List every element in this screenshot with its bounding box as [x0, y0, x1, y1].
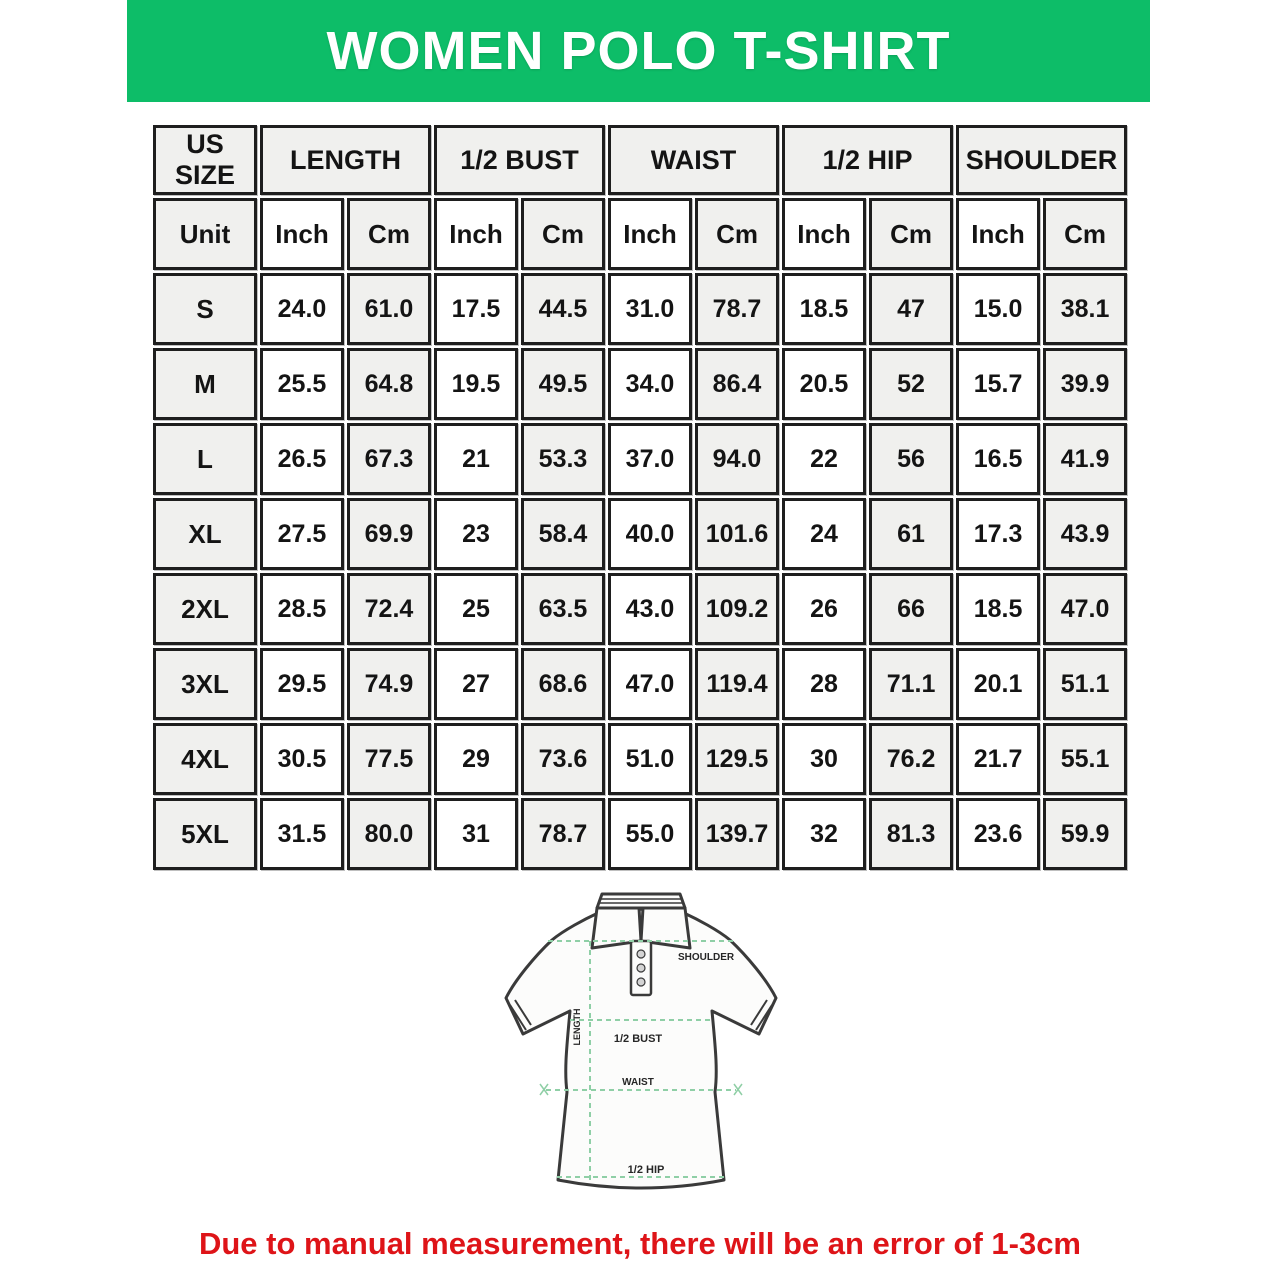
inch-value-cell: 51.0: [608, 723, 692, 795]
button-icon: [637, 978, 645, 986]
cm-value-cell: 86.4: [695, 348, 779, 420]
hip-header: 1/2 HIP: [782, 125, 953, 195]
cm-value-cell: 47: [869, 273, 953, 345]
inch-value-cell: 15.0: [956, 273, 1040, 345]
inch-value-cell: 21.7: [956, 723, 1040, 795]
measurement-error-note: Due to manual measurement, there will be an error of 1-3cm: [198, 1226, 1082, 1261]
cm-value-cell: 38.1: [1043, 273, 1127, 345]
size-label-cell: 5XL: [153, 798, 257, 870]
inch-value-cell: 18.5: [956, 573, 1040, 645]
inch-value-cell: 16.5: [956, 423, 1040, 495]
button-icon: [637, 964, 645, 972]
inch-value-cell: 17.3: [956, 498, 1040, 570]
inch-value-cell: 28.5: [260, 573, 344, 645]
inch-header-cell: Inch: [608, 198, 692, 270]
table-row: [153, 498, 1127, 570]
cm-value-cell: 74.9: [347, 648, 431, 720]
cm-value-cell: 80.0: [347, 798, 431, 870]
cm-value-cell: 94.0: [695, 423, 779, 495]
cm-value-cell: 44.5: [521, 273, 605, 345]
size-label-cell: M: [153, 348, 257, 420]
inch-value-cell: 20.5: [782, 348, 866, 420]
cm-value-cell: 41.9: [1043, 423, 1127, 495]
table-row: [153, 348, 1127, 420]
cm-value-cell: 43.9: [1043, 498, 1127, 570]
table-row: [153, 573, 1127, 645]
unit-label-cell: Unit: [153, 198, 257, 270]
cm-value-cell: 55.1: [1043, 723, 1127, 795]
inch-value-cell: 43.0: [608, 573, 692, 645]
inch-header-cell: Inch: [260, 198, 344, 270]
size-chart-table: [150, 122, 1130, 873]
cm-value-cell: 139.7: [695, 798, 779, 870]
inch-value-cell: 26: [782, 573, 866, 645]
bust-header: 1/2 BUST: [434, 125, 605, 195]
cm-value-cell: 52: [869, 348, 953, 420]
inch-value-cell: 25: [434, 573, 518, 645]
inch-value-cell: 15.7: [956, 348, 1040, 420]
cm-value-cell: 59.9: [1043, 798, 1127, 870]
cm-value-cell: 71.1: [869, 648, 953, 720]
inch-value-cell: 34.0: [608, 348, 692, 420]
cm-header-cell: Cm: [695, 198, 779, 270]
cm-header-cell: Cm: [1043, 198, 1127, 270]
cm-header-cell: Cm: [347, 198, 431, 270]
cm-value-cell: 78.7: [521, 798, 605, 870]
inch-value-cell: 29: [434, 723, 518, 795]
size-label-cell: L: [153, 423, 257, 495]
cm-value-cell: 47.0: [1043, 573, 1127, 645]
cm-value-cell: 39.9: [1043, 348, 1127, 420]
inch-value-cell: 31.0: [608, 273, 692, 345]
cm-value-cell: 101.6: [695, 498, 779, 570]
inch-value-cell: 25.5: [260, 348, 344, 420]
inch-value-cell: 24.0: [260, 273, 344, 345]
length-diagram-label: LENGTH: [572, 1008, 582, 1046]
cm-value-cell: 73.6: [521, 723, 605, 795]
bust-diagram-label: 1/2 BUST: [613, 1033, 663, 1045]
size-label-cell: XL: [153, 498, 257, 570]
button-icon: [637, 950, 645, 958]
hip-diagram-label: 1/2 HIP: [627, 1164, 665, 1176]
inch-value-cell: 23.6: [956, 798, 1040, 870]
group-header-row: [153, 125, 1127, 195]
table-row: [153, 423, 1127, 495]
inch-header-cell: Inch: [782, 198, 866, 270]
inch-value-cell: 17.5: [434, 273, 518, 345]
title-banner: [127, 0, 1150, 102]
cm-value-cell: 51.1: [1043, 648, 1127, 720]
inch-header-cell: Inch: [434, 198, 518, 270]
inch-value-cell: 30: [782, 723, 866, 795]
inch-value-cell: 22: [782, 423, 866, 495]
cm-value-cell: 77.5: [347, 723, 431, 795]
inch-value-cell: 27: [434, 648, 518, 720]
cm-value-cell: 61.0: [347, 273, 431, 345]
size-label-cell: 2XL: [153, 573, 257, 645]
inch-value-cell: 37.0: [608, 423, 692, 495]
cm-value-cell: 56: [869, 423, 953, 495]
cm-value-cell: 61: [869, 498, 953, 570]
cm-header-cell: Cm: [521, 198, 605, 270]
size-label-cell: S: [153, 273, 257, 345]
cm-value-cell: 67.3: [347, 423, 431, 495]
cm-value-cell: 66: [869, 573, 953, 645]
length-header: LENGTH: [260, 125, 431, 195]
us-size-header: US SIZE: [153, 125, 257, 195]
table-row: [153, 798, 1127, 870]
cm-value-cell: 72.4: [347, 573, 431, 645]
inch-value-cell: 20.1: [956, 648, 1040, 720]
inch-value-cell: 27.5: [260, 498, 344, 570]
cm-value-cell: 69.9: [347, 498, 431, 570]
cm-value-cell: 63.5: [521, 573, 605, 645]
inch-value-cell: 31: [434, 798, 518, 870]
shoulder-header: SHOULDER: [956, 125, 1127, 195]
inch-value-cell: 55.0: [608, 798, 692, 870]
inch-value-cell: 32: [782, 798, 866, 870]
inch-value-cell: 31.5: [260, 798, 344, 870]
inch-value-cell: 30.5: [260, 723, 344, 795]
inch-header-cell: Inch: [956, 198, 1040, 270]
cm-value-cell: 68.6: [521, 648, 605, 720]
waist-diagram-label: WAIST: [622, 1077, 654, 1088]
inch-value-cell: 23: [434, 498, 518, 570]
cm-value-cell: 81.3: [869, 798, 953, 870]
collar-band: [597, 894, 685, 908]
inch-value-cell: 47.0: [608, 648, 692, 720]
unit-header-row: [153, 198, 1127, 270]
cm-value-cell: 53.3: [521, 423, 605, 495]
size-label-cell: 3XL: [153, 648, 257, 720]
table-row: [153, 273, 1127, 345]
cm-value-cell: 58.4: [521, 498, 605, 570]
page-title: WOMEN POLO T-SHIRT: [326, 21, 951, 81]
waist-header: WAIST: [608, 125, 779, 195]
cm-value-cell: 129.5: [695, 723, 779, 795]
inch-value-cell: 29.5: [260, 648, 344, 720]
cm-header-cell: Cm: [869, 198, 953, 270]
inch-value-cell: 19.5: [434, 348, 518, 420]
polo-shirt-diagram: [490, 884, 826, 1206]
table-row: [153, 723, 1127, 795]
size-table-body: [153, 125, 1127, 870]
inch-value-cell: 21: [434, 423, 518, 495]
cm-value-cell: 49.5: [521, 348, 605, 420]
cm-value-cell: 76.2: [869, 723, 953, 795]
cm-value-cell: 109.2: [695, 573, 779, 645]
table-row: [153, 648, 1127, 720]
cm-value-cell: 78.7: [695, 273, 779, 345]
shoulder-diagram-label: SHOULDER: [678, 952, 735, 963]
inch-value-cell: 28: [782, 648, 866, 720]
inch-value-cell: 18.5: [782, 273, 866, 345]
inch-value-cell: 26.5: [260, 423, 344, 495]
inch-value-cell: 24: [782, 498, 866, 570]
size-label-cell: 4XL: [153, 723, 257, 795]
polo-shirt-drawing: [490, 884, 826, 1206]
cm-value-cell: 119.4: [695, 648, 779, 720]
cm-value-cell: 64.8: [347, 348, 431, 420]
inch-value-cell: 40.0: [608, 498, 692, 570]
